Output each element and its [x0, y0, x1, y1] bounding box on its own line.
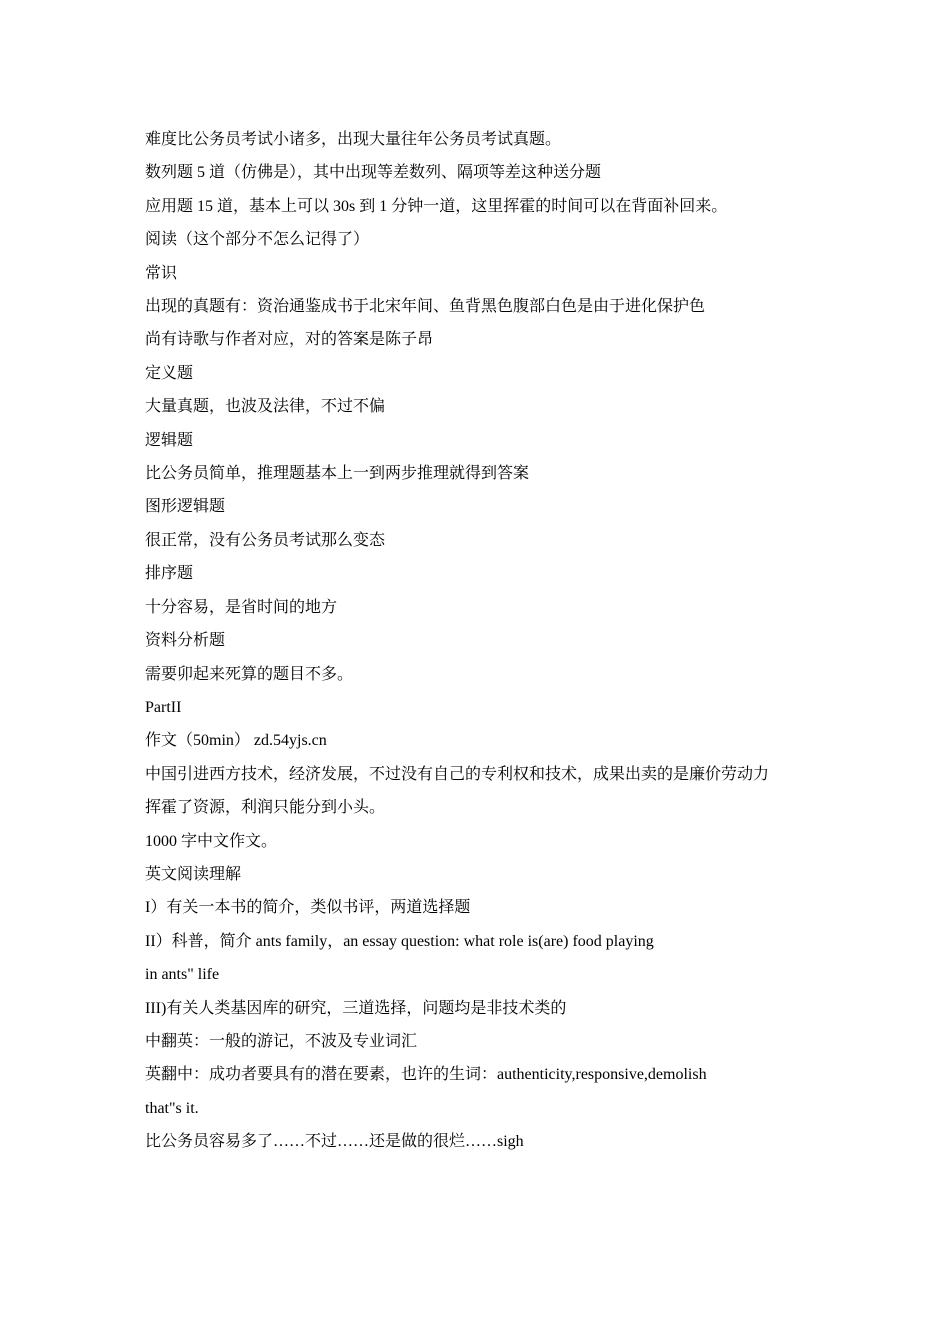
text-line: in ants" life — [145, 966, 220, 984]
text-line: 难度比公务员考试小诸多，出现大量往年公务员考试真题。 — [145, 131, 562, 148]
text-line: III)有关人类基因库的研究，三道选择，问题均是非技术类的 — [145, 999, 567, 1017]
text-line: 1000 字中文作文。 — [145, 832, 278, 850]
section-heading: 常识 — [145, 264, 178, 282]
text-line: 应用题 15 道，基本上可以 30s 到 1 分钟一道，这里挥霍的时间可以在背面补回来。 — [145, 197, 728, 215]
section-heading: 定义题 — [145, 364, 194, 382]
text-line: 十分容易，是省时间的地方 — [145, 598, 338, 616]
text-line: 比公务员简单，推理题基本上一到两步推理就得到答案 — [145, 465, 530, 483]
text-line: 数列题 5 道（仿佛是），其中出现等差数列、隔项等差这种送分题 — [145, 164, 602, 182]
text-line: 尚有诗歌与作者对应，对的答案是陈子昂 — [145, 331, 434, 349]
text-line: I）有关一本书的简介，类似书评，两道选择题 — [145, 899, 471, 917]
text-line: II）科普，简介 ants family，an essay question: what role is(are) food playing — [145, 932, 654, 950]
section-heading: 图形逻辑题 — [145, 498, 226, 516]
text-line: 很正常，没有公务员考试那么变态 — [145, 531, 386, 549]
text-line: 需要卯起来死算的题目不多。 — [145, 665, 354, 683]
text-line: 中国引进西方技术，经济发展，不过没有自己的专利权和技术，成果出卖的是廉价劳动力 — [145, 765, 770, 783]
text-line: 大量真题，也波及法律，不过不偏 — [145, 398, 386, 416]
text-line: 作文（50min） zd.54yjs.cn — [145, 732, 327, 750]
document-body — [145, 123, 845, 1159]
text-line: 比公务员容易多了……不过……还是做的很烂……sigh — [145, 1133, 524, 1151]
section-heading: 逻辑题 — [145, 431, 194, 449]
text-line: 挥霍了资源，利润只能分到小头。 — [145, 799, 386, 817]
text-line: 中翻英：一般的游记，不波及专业词汇 — [145, 1032, 418, 1050]
text-line: 出现的真题有：资治通鉴成书于北宋年间、鱼背黑色腹部白色是由于进化保护色 — [145, 298, 706, 316]
section-heading: 英文阅读理解 — [145, 865, 242, 883]
text-line: 阅读（这个部分不怎么记得了） — [145, 231, 370, 249]
section-heading: 资料分析题 — [145, 632, 226, 650]
text-line: 英翻中：成功者要具有的潜在要素，也许的生词：authenticity,responsive,demolish — [145, 1066, 707, 1084]
text-line: that"s it. — [145, 1099, 199, 1117]
part-heading: PartII — [145, 698, 182, 716]
section-heading: 排序题 — [145, 565, 194, 583]
